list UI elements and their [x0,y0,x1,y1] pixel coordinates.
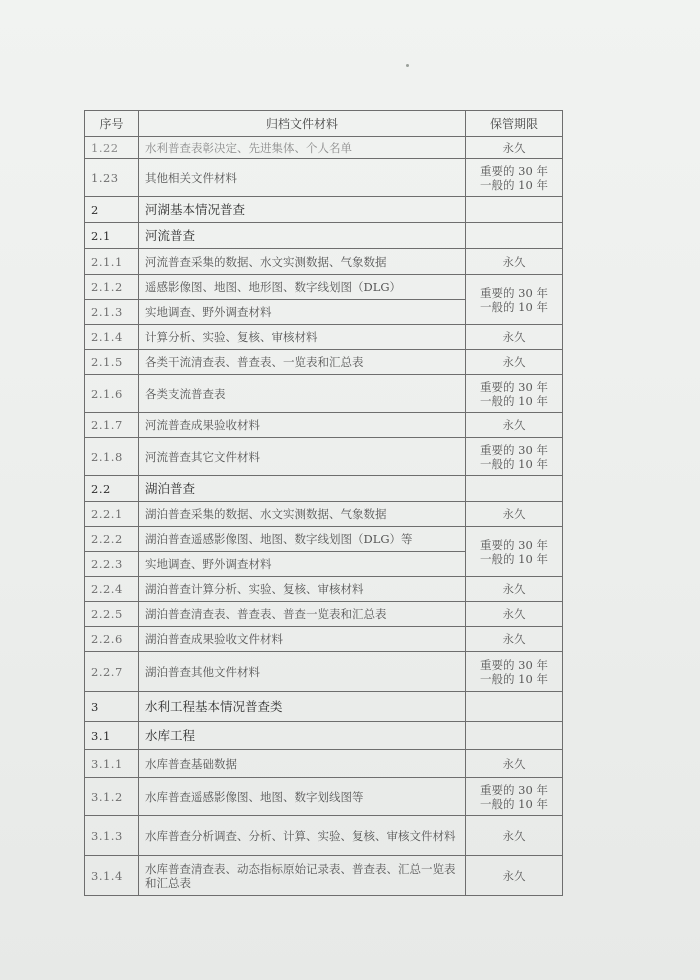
header-material: 归档文件材料 [139,111,466,137]
row-seq: 3.1.4 [85,856,139,896]
header-seq: 序号 [85,111,139,137]
row-material: 湖泊普查其他文件材料 [139,652,466,692]
row-seq: 2.1.6 [85,375,139,413]
row-seq: 2.2.4 [85,577,139,602]
row-retention: 永久 [466,325,563,350]
table-row [85,223,563,249]
row-seq: 2.2.2 [85,527,139,552]
table-row [85,438,563,476]
table-row [85,502,563,527]
row-retention [466,223,563,249]
row-material: 计算分析、实验、复核、审核材料 [139,325,466,350]
row-seq: 2.2 [85,476,139,502]
row-material: 河流普查 [139,223,466,249]
row-seq: 2.1.7 [85,413,139,438]
row-retention [466,476,563,502]
row-seq: 2.2.3 [85,552,139,577]
row-material: 湖泊普查计算分析、实验、复核、审核材料 [139,577,466,602]
table-row [85,602,563,627]
row-retention [466,692,563,722]
row-seq: 2.1.2 [85,275,139,300]
row-seq: 2.2.1 [85,502,139,527]
row-retention: 重要的 30 年 一般的 10 年 [466,375,563,413]
row-material: 水利普查表彰决定、先进集体、个人名单 [139,137,466,159]
table-row [85,197,563,223]
row-material: 湖泊普查清查表、普查表、普查一览表和汇总表 [139,602,466,627]
row-retention: 重要的 30 年 一般的 10 年 [466,275,563,325]
row-seq: 1.22 [85,137,139,159]
row-retention: 永久 [466,750,563,778]
row-retention: 永久 [466,627,563,652]
header-row [85,111,563,137]
row-material: 实地调查、野外调查材料 [139,300,466,325]
table-row [85,750,563,778]
row-seq: 3.1.2 [85,778,139,816]
row-material: 水利工程基本情况普查类 [139,692,466,722]
row-material: 河流普查成果验收材料 [139,413,466,438]
row-seq: 3 [85,692,139,722]
table-row [85,350,563,375]
table-row [85,692,563,722]
row-retention: 永久 [466,502,563,527]
row-retention: 永久 [466,249,563,275]
row-retention [466,197,563,223]
row-seq: 2.2.5 [85,602,139,627]
table-row [85,275,563,300]
row-seq: 2.2.7 [85,652,139,692]
row-material: 遥感影像图、地图、地形图、数字线划图（DLG） [139,275,466,300]
row-material: 河流普查其它文件材料 [139,438,466,476]
row-seq: 2.1.8 [85,438,139,476]
row-retention: 重要的 30 年 一般的 10 年 [466,438,563,476]
row-material: 各类支流普查表 [139,375,466,413]
table-row [85,476,563,502]
row-retention: 重要的 30 年 一般的 10 年 [466,159,563,197]
table-row [85,722,563,750]
header-retention: 保管期限 [466,111,563,137]
row-seq: 3.1.1 [85,750,139,778]
row-retention: 永久 [466,856,563,896]
row-retention: 永久 [466,816,563,856]
row-seq: 2.1 [85,223,139,249]
row-retention: 重要的 30 年 一般的 10 年 [466,527,563,577]
row-seq: 3.1.3 [85,816,139,856]
table-row [85,413,563,438]
scan-speck [406,64,409,67]
row-seq: 3.1 [85,722,139,750]
table-row [85,816,563,856]
row-material: 湖泊普查遥感影像图、地图、数字线划图（DLG）等 [139,527,466,552]
row-retention: 永久 [466,577,563,602]
table-row [85,527,563,552]
row-material: 各类干流清查表、普查表、一览表和汇总表 [139,350,466,375]
row-material: 水库普查清查表、动态指标原始记录表、普查表、汇总一览表和汇总表 [139,856,466,896]
table-row [85,627,563,652]
row-seq: 2.1.3 [85,300,139,325]
table-row [85,577,563,602]
row-retention: 永久 [466,413,563,438]
table-row [85,375,563,413]
row-material: 河湖基本情况普查 [139,197,466,223]
row-material: 实地调查、野外调查材料 [139,552,466,577]
row-seq: 1.23 [85,159,139,197]
table-row [85,652,563,692]
row-retention: 永久 [466,137,563,159]
table-row [85,856,563,896]
table-row [85,159,563,197]
archive-retention-table [84,110,563,896]
row-material: 水库工程 [139,722,466,750]
row-material: 湖泊普查 [139,476,466,502]
row-seq: 2.1.5 [85,350,139,375]
row-seq: 2.1.4 [85,325,139,350]
row-retention: 重要的 30 年 一般的 10 年 [466,652,563,692]
table-row [85,778,563,816]
row-material: 水库普查遥感影像图、地图、数字划线图等 [139,778,466,816]
row-material: 其他相关文件材料 [139,159,466,197]
row-retention: 永久 [466,602,563,627]
row-retention [466,722,563,750]
row-material: 水库普查分析调查、分析、计算、实验、复核、审核文件材料 [139,816,466,856]
row-retention: 永久 [466,350,563,375]
row-seq: 2.1.1 [85,249,139,275]
row-seq: 2.2.6 [85,627,139,652]
row-seq: 2 [85,197,139,223]
row-material: 湖泊普查采集的数据、水文实测数据、气象数据 [139,502,466,527]
row-retention: 重要的 30 年 一般的 10 年 [466,778,563,816]
row-material: 水库普查基础数据 [139,750,466,778]
row-material: 湖泊普查成果验收文件材料 [139,627,466,652]
table-row [85,325,563,350]
table-row [85,137,563,159]
row-material: 河流普查采集的数据、水文实测数据、气象数据 [139,249,466,275]
table-row [85,249,563,275]
